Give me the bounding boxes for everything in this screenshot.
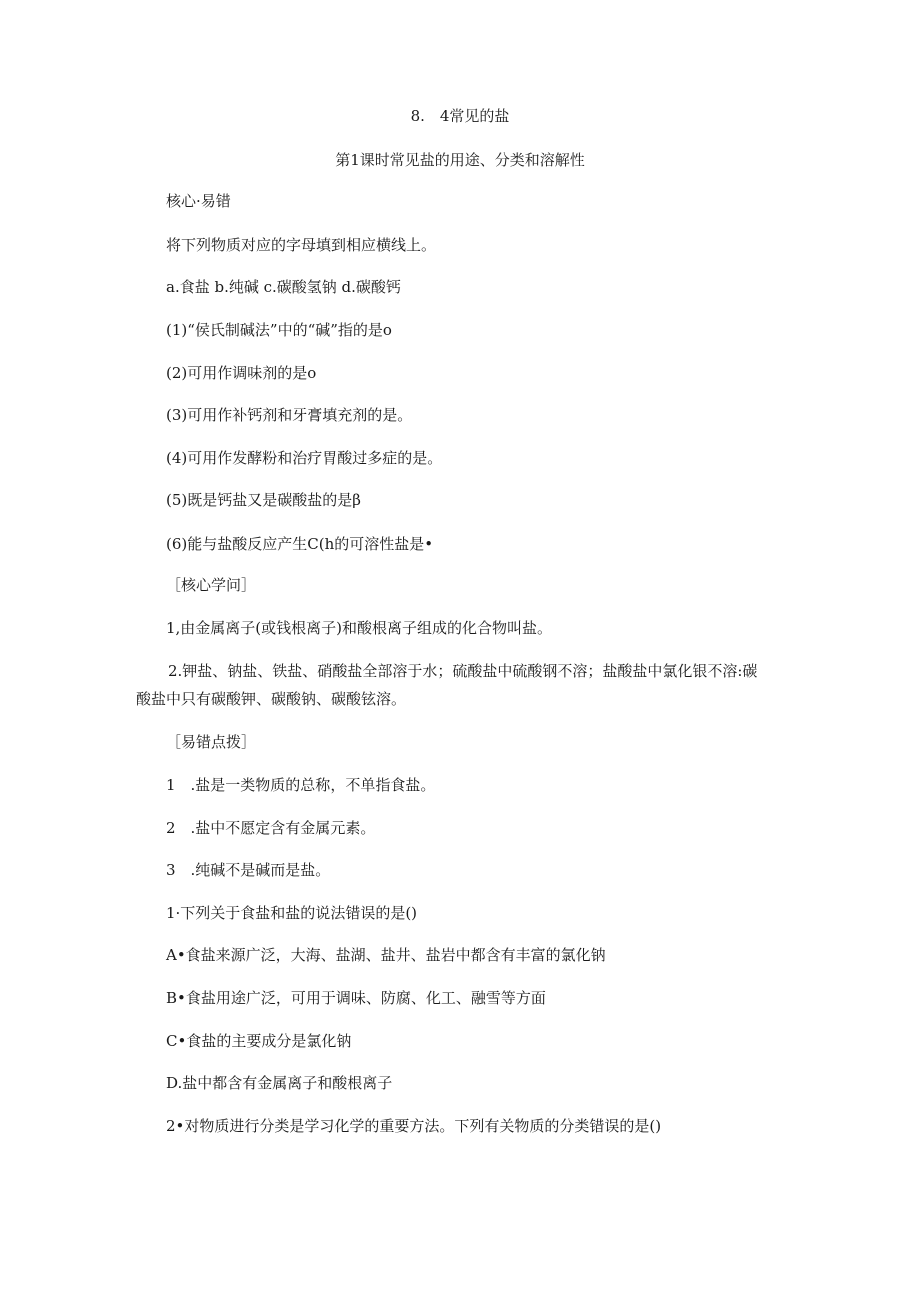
mistakes-heading: ［易错点拨］	[166, 733, 257, 751]
mistake-point-2: 2 .盐中不愿定含有金属元素。	[166, 819, 376, 837]
fill-item-2: (2)可用作调味剂的是o	[166, 364, 317, 382]
knowledge-point-1: 1,由金属离子(或钱根离子)和酸根离子组成的化合物叫盐。	[166, 619, 553, 637]
section-heading-core-easy: 核心·易错	[166, 192, 231, 210]
question-1-choice-c: C•食盐的主要成分是氯化钠	[166, 1032, 352, 1050]
fill-item-4: (4)可用作发酵粉和治疗胃酸过多症的是。	[166, 449, 443, 467]
question-1-choice-d: D.盐中都含有金属离子和酸根离子	[166, 1074, 393, 1092]
fill-item-6: (6)能与盐酸反应产生C(h的可溶性盐是•	[166, 535, 434, 553]
page-title: 8. 4常见的盐	[410, 107, 510, 125]
fill-item-1: (1)“侯氏制碱法”中的“碱”指的是o	[166, 321, 392, 339]
mistake-point-3: 3 .纯碱不是碱而是盐。	[166, 861, 331, 879]
options-line: a.食盐 b.纯碱 c.碳酸氢钠 d.碳酸钙	[166, 278, 401, 296]
knowledge-point-2-line-1: 2.钾盐、钠盐、铁盐、硝酸盐全部溶于水；硫酸盐中硫酸钢不溶；盐酸盐中氯化银不溶:碳	[168, 662, 758, 680]
question-1-choice-b: B•食盐用途广泛，可用于调味、防腐、化工、融雪等方面	[166, 989, 546, 1007]
question-1-choice-a: A•食盐来源广泛，大海、盐湖、盐井、盐岩中都含有丰富的氯化钠	[166, 946, 606, 964]
question-2-stem: 2•对物质进行分类是学习化学的重要方法。下列有关物质的分类错误的是()	[166, 1117, 662, 1135]
core-knowledge-heading: ［核心学问］	[166, 576, 257, 594]
fill-item-3: (3)可用作补钙剂和牙膏填充剂的是。	[166, 406, 413, 424]
instruction-text: 将下列物质对应的字母填到相应横线上。	[166, 236, 437, 254]
fill-item-5: (5)既是钙盐又是碳酸盐的是β	[166, 491, 361, 509]
mistake-point-1: 1 .盐是一类物质的总称，不单指食盐。	[166, 776, 436, 794]
knowledge-point-2-line-2: 酸盐中只有碳酸钾、碳酸钠、碳酸铉溶。	[136, 690, 407, 708]
question-1-stem: 1·下列关于食盐和盐的说法错误的是()	[166, 904, 418, 922]
lesson-subtitle: 第1课时常见盐的用途、分类和溶解性	[335, 151, 585, 169]
